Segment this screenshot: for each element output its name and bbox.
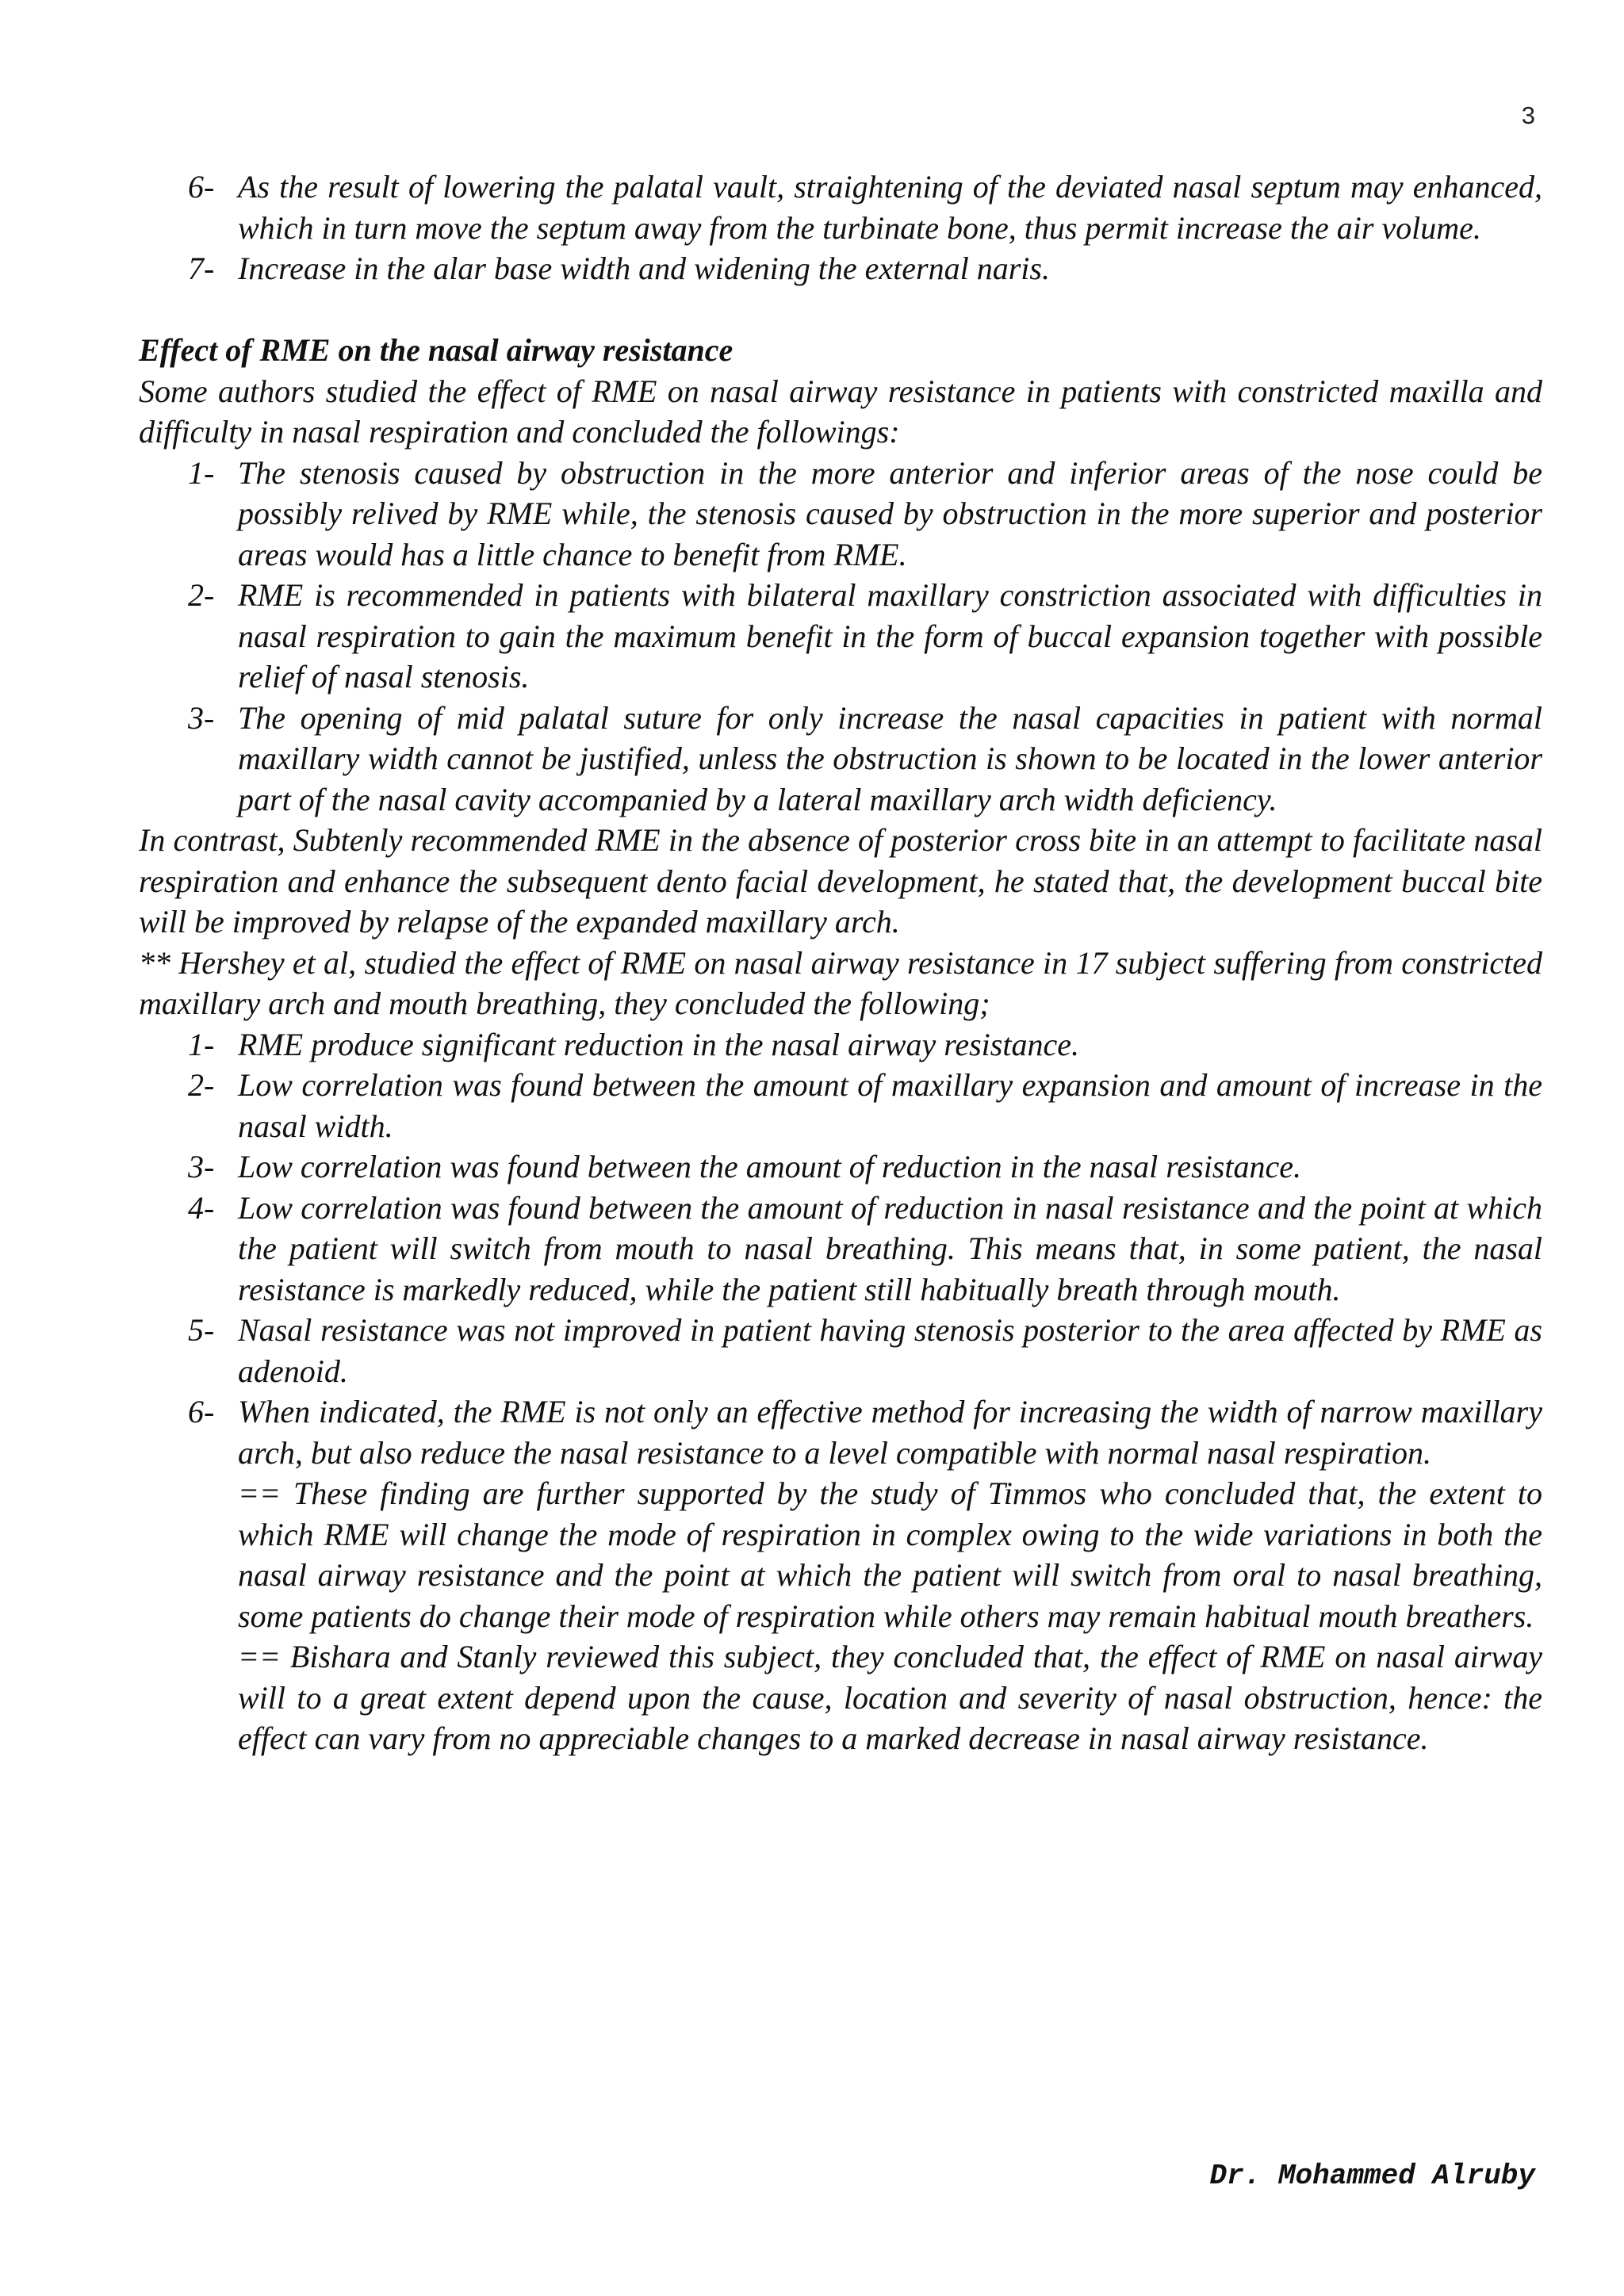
list-item-text: The stenosis caused by obstruction in the more anterior and inferior areas of the nose could be possibly relived by RME while, the stenosis caused by obstruction in the more superior and posterior areas would has a little chance to benefit from RME. (238, 454, 1542, 572)
list-item (139, 1188, 1542, 1311)
hershey-paragraph: ** Hershey et al, studied the effect of RME on nasal airway resistance in 17 subject suffering from constricted maxillary arch and mouth breathing, they concluded the following; (139, 944, 1542, 1021)
list-item (139, 1024, 1542, 1066)
list-item-text: Increase in the alar base width and widening the external naris. (238, 251, 1050, 286)
continued-list (139, 166, 1542, 289)
list-item-text: RME produce significant reduction in the nasal airway resistance. (238, 1026, 1079, 1062)
bishara-note: == Bishara and Stanly reviewed this subject, they concluded that, the effect of RME on nasal airway will to a great extent depend upon the cause, location and severity of nasal obstruction, hence: the effect can vary from no appreciable changes to a marked decrease in nasal airway resistance. (238, 1639, 1542, 1756)
list-item-number: 1- (188, 454, 215, 491)
list-item-text: Low correlation was found between the amount of reduction in nasal resistance and the point at which the patient will switch from mouth to nasal breathing. This means that, in some patient, the nasal resistance is markedly reduced, while the patient still habitually breath through mouth. (238, 1189, 1542, 1307)
list-item (139, 453, 1542, 576)
list-item-text: RME is recommended in patients with bilateral maxillary constriction associated with difficulties in nasal respiration to gain the maximum benefit in the form of buccal expansion together with possible relief of nasal stenosis. (238, 577, 1542, 695)
conclusions-list (139, 453, 1542, 821)
list-item (139, 1065, 1542, 1146)
list-item-text: The opening of mid palatal suture for only increase the nasal capacities in patient with normal maxillary width cannot be justified, unless the obstruction is shown to be located in the lower anterior part of the nasal cavity accompanied by a lateral maxillary arch width deficiency. (238, 699, 1542, 817)
list-item (139, 166, 1542, 248)
intro-paragraph: Some authors studied the effect of RME on nasal airway resistance in patients with constricted maxilla and difficulty in nasal respiration and concluded the followings: (139, 373, 1542, 450)
timmos-note: == These finding are further supported by the study of Timmos who concluded that, the extent to which RME will change the mode of respiration in complex owing to the wide variations in both the nasal airway resistance and the point at which the patient will switch from oral to nasal breathing, some patients do change their mode of respiration while others may remain habitual mouth breathers. (238, 1475, 1542, 1634)
list-item-number: 3- (188, 699, 215, 736)
document-body (139, 166, 1542, 1759)
list-item-number: 7- (188, 251, 215, 286)
list-item-text: As the result of lowering the palatal vault, straightening of the deviated nasal septum may enhanced, which in turn move the septum away from the turbinate bone, thus permit increase the air volume. (238, 169, 1542, 246)
author-signature: Dr. Mohammed Alruby (1209, 2160, 1535, 2192)
list-item-text: When indicated, the RME is not only an effective method for increasing the width of narrow maxillary arch, but also reduce the nasal resistance to a level compatible with normal nasal respiration. (238, 1394, 1542, 1471)
list-item-number: 1- (188, 1026, 215, 1062)
list-item (139, 1146, 1542, 1188)
list-item-number: 5- (188, 1312, 215, 1348)
page-number: 3 (1521, 101, 1535, 129)
spacer (139, 289, 1542, 331)
contrast-paragraph: In contrast, Subtenly recommended RME in the absence of posterior cross bite in an attempt to facilitate nasal respiration and enhance the subsequent dento facial development, he stated that, the development buccal bite will be improved by relapse of the expanded maxillary arch. (139, 822, 1542, 939)
list-item-number: 3- (188, 1149, 215, 1184)
list-item-text: Nasal resistance was not improved in patient having stenosis posterior to the area affected by RME as adenoid. (238, 1312, 1542, 1389)
list-item-text: Low correlation was found between the amount of reduction in the nasal resistance. (238, 1149, 1301, 1184)
list-item (139, 698, 1542, 821)
list-item (139, 1310, 1542, 1391)
list-item-number: 2- (188, 1067, 215, 1103)
list-item-number: 2- (188, 577, 215, 613)
list-item (139, 575, 1542, 698)
list-item-number: 4- (188, 1189, 215, 1226)
hershey-list (139, 1024, 1542, 1474)
list-item-number: 6- (188, 1394, 215, 1429)
list-item-number: 6- (188, 169, 215, 205)
list-item (139, 1391, 1542, 1473)
section-heading: Effect of RME on the nasal airway resistance (139, 332, 733, 368)
list-item (139, 248, 1542, 289)
list-item-text: Low correlation was found between the amount of maxillary expansion and amount of increase in the nasal width. (238, 1067, 1542, 1144)
